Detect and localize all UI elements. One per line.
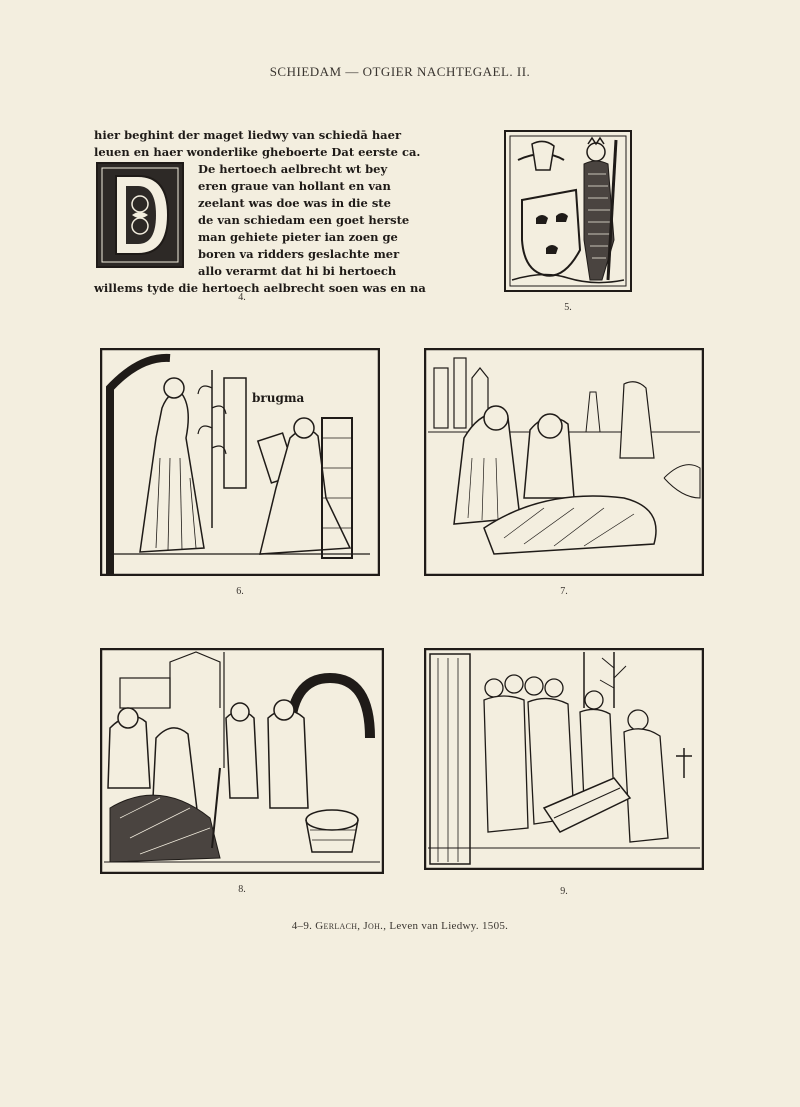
plate-caption [0,920,800,932]
decorated-initial [96,162,184,268]
caption-range: 4–9. [291,920,313,932]
text-line: leuen en haer wonderlike gheboerte Dat eerste ca. [94,145,421,159]
figure-number: 5. [564,302,572,313]
text-line: willems tyde die hertoech aelbrecht soen was en na [94,281,426,295]
text-line: De hertoech aelbrecht wt bey [198,162,388,176]
caption-year: 1505. [481,920,509,932]
figure-number: 4. [238,292,246,303]
text-line: boren va ridders geslachte mer [198,247,400,261]
inscription-text: brugma [252,391,305,405]
figure-number: 6. [236,586,244,597]
caption-title: Leven van Liedwy. [389,920,479,932]
figure-6-woodcut [100,348,380,597]
figure-7-woodcut [424,348,704,597]
figure-9-woodcut [424,648,704,897]
caption-author: Gerlach, Joh., [315,920,387,932]
text-line: de van schiedam een goet herste [198,213,410,227]
running-title: SCHIEDAM — OTGIER NACHTEGAEL. II. [269,64,531,79]
figure-5-coat-of-arms [504,130,632,313]
figure-8-woodcut [100,648,384,895]
figure-number: 9. [560,886,568,897]
figure-number: 7. [560,586,568,597]
figure-number: 8. [238,884,246,895]
text-line: zeelant was doe was in die ste [198,196,391,210]
text-line: hier beghint der maget liedwy van schiedā haer [94,128,402,142]
text-line: allo verarmt dat hi bi hertoech [198,264,397,278]
text-line: eren graue van hollant en van [198,179,391,193]
text-line: man gehiete pieter ian zoen ge [198,230,398,244]
